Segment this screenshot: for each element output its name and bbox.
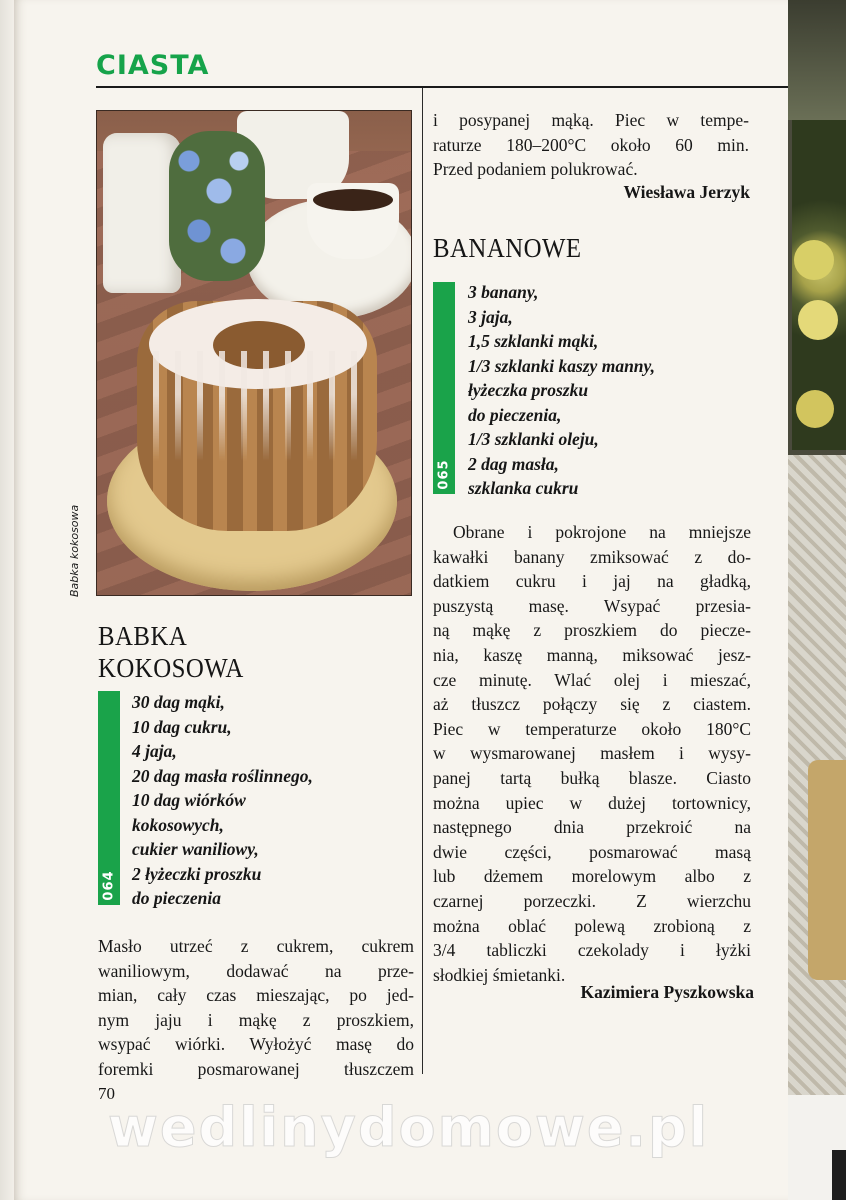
ingredient-item: 1,5 szklanki mąki, — [468, 331, 599, 351]
ingredient-item: szklanka cukru — [468, 478, 579, 498]
recipe-number-bar — [98, 691, 120, 905]
method-text-babka-part1 — [98, 934, 414, 1082]
text-line: lub dżemem morelowym albo z — [433, 866, 751, 887]
photo-caption: Babka kokosowa — [68, 504, 81, 597]
text-line: panej tartą bułką blasze. Ciasto — [433, 767, 751, 788]
author-bananowe: Kazimiera Pyszkowska — [580, 982, 754, 1002]
text-line: dwie części, posmarować masą — [433, 841, 751, 862]
ingredient-item: kokosowych, — [132, 814, 224, 835]
recipe-number-bar — [433, 282, 455, 494]
recipe-number: 064 — [101, 870, 117, 901]
text-line: i posypanej mąką. Piec w tempe- — [433, 110, 749, 130]
text-line: Przed podaniem polukrować. — [433, 159, 638, 180]
ingredient-item: 3 jaja, — [468, 306, 513, 327]
ingredients-list-bananowe — [468, 280, 655, 501]
recipe-title-line: KOKOSOWA — [98, 653, 244, 683]
ingredient-item: 30 dag mąki, — [132, 692, 225, 712]
text-line: foremki posmarowanej tłuszczem — [98, 1058, 414, 1079]
text-line: można upiec w dużej tortownicy, — [433, 792, 751, 813]
text-line: nia, kaszę manną, miksować jesz- — [433, 644, 751, 665]
adjacent-page-photo — [788, 0, 846, 1200]
text-line: Masło utrzeć z cukrem, cukrem — [98, 936, 414, 956]
ingredient-item: 1/3 szklanki oleju, — [468, 429, 599, 449]
watermark: wedlinydomowe.pl — [108, 1096, 710, 1159]
text-line: puszystą masę. Wsypać przesia- — [433, 595, 751, 616]
section-title: CIASTA — [96, 50, 210, 81]
cake-photo — [96, 110, 412, 596]
column-divider — [422, 88, 423, 1074]
method-text-babka-part2 — [433, 108, 749, 182]
recipe-title-bananowe: BANANOWE — [433, 233, 582, 263]
text-line: datkiem cukru i jaj na gładką, — [433, 571, 751, 592]
text-line: waniliowym, dodawać na prze- — [98, 960, 414, 981]
text-line: można oblać polewą zrobioną z — [433, 915, 751, 936]
recipe-title-babka — [98, 620, 244, 684]
author-babka: Wiesława Jerzyk — [623, 182, 750, 202]
ingredient-item: 1/3 szklanki kaszy manny, — [468, 355, 656, 376]
ingredients-list-babka — [132, 690, 313, 911]
text-line: 3/4 tabliczki czekolady i łyżki — [433, 940, 751, 961]
flowers-image — [169, 131, 265, 281]
ingredient-item: 10 dag wiórków — [132, 790, 246, 810]
ingredient-item: 3 banany, — [468, 282, 539, 302]
text-line: Piec w temperaturze około 180°C — [433, 718, 751, 739]
recipe-title-line: BABKA — [98, 621, 188, 651]
ingredient-item: 2 dag masła, — [468, 453, 559, 474]
text-line: aż tłuszcz połączy się z ciastem. — [433, 694, 751, 715]
ingredient-item: do pieczenia — [132, 888, 221, 908]
ingredient-item: 4 jaja, — [132, 741, 177, 761]
ingredient-item: do pieczenia, — [468, 404, 562, 425]
text-line: w wysmarowanej masłem i wysy- — [433, 743, 751, 764]
text-line: nym jaju i mąkę z proszkiem, — [98, 1009, 414, 1030]
text-line: kawałki banany zmiksować z do- — [433, 546, 751, 567]
recipe-number: 065 — [436, 459, 452, 490]
ingredient-item: łyżeczka proszku — [468, 380, 589, 400]
method-text-bananowe — [433, 520, 751, 987]
text-line: czarnej porzeczki. Z wierzchu — [433, 890, 751, 911]
text-line: słodkiej śmietanki. — [433, 964, 566, 985]
text-line: wsypać wiórki. Wyłożyć masę do — [98, 1034, 414, 1055]
text-line: Obrane i pokrojone na mniejsze — [453, 522, 751, 542]
text-line: następnego dnia przekroić na — [433, 817, 751, 838]
text-line: cze minutę. Wlać olej i mieszać, — [433, 669, 751, 690]
book-page-edge — [0, 0, 14, 1200]
text-line: raturze 180–200°C około 60 min. — [433, 134, 749, 155]
ingredient-item: 10 dag cukru, — [132, 716, 232, 737]
ingredient-item: 2 łyżeczki proszku — [132, 863, 262, 884]
ingredient-item: cukier waniliowy, — [132, 839, 259, 859]
ingredient-item: 20 dag masła roślinnego, — [132, 765, 313, 786]
text-line: mian, cały czas mieszając, po jed- — [98, 985, 414, 1006]
page-number: 70 — [98, 1084, 115, 1103]
header-rule — [96, 86, 788, 88]
text-line: ną mąkę z proszkiem do piecze- — [433, 620, 751, 641]
